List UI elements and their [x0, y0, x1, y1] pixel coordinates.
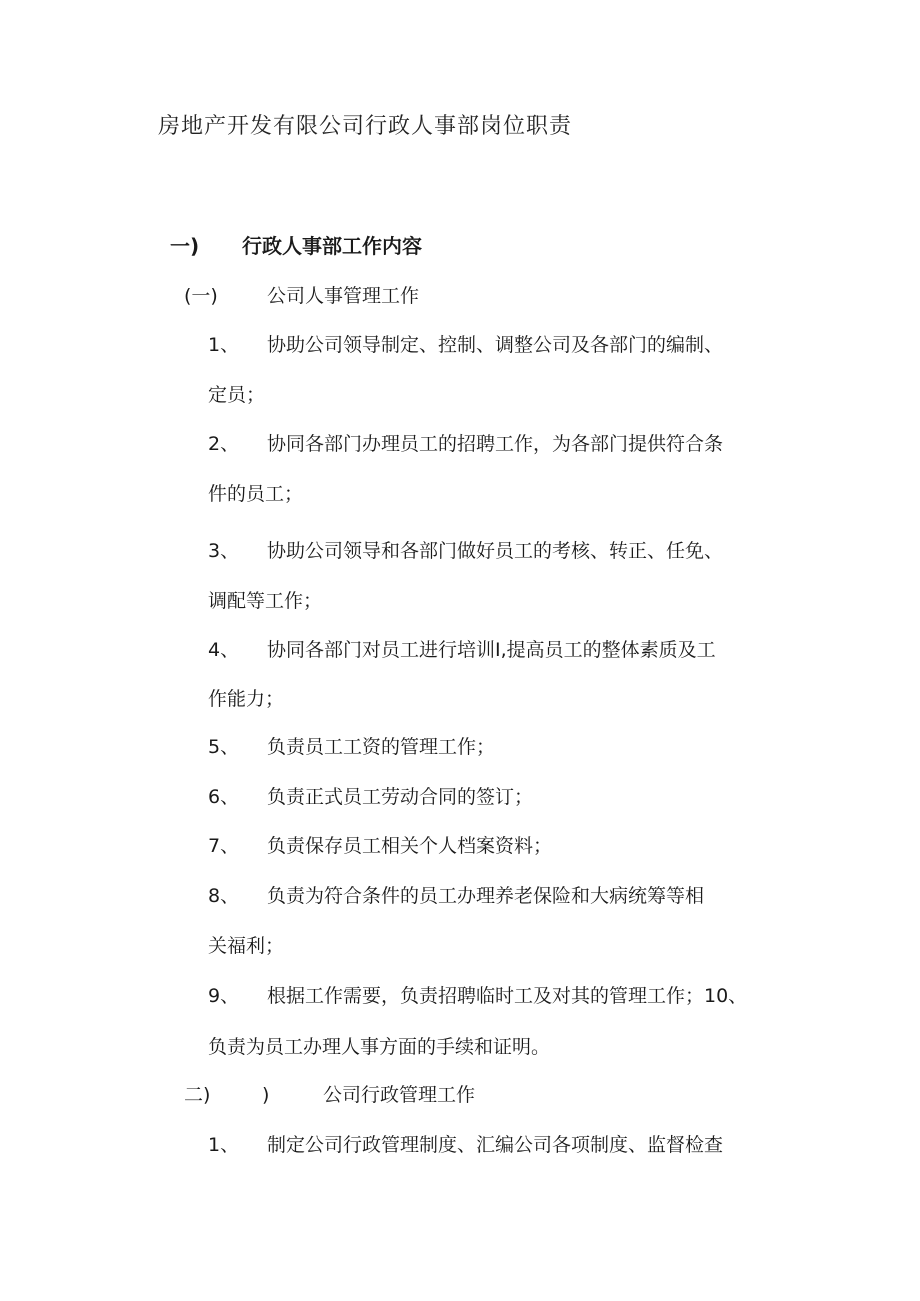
list-item-text: 负责员工工资的管理工作；	[267, 736, 496, 758]
list-item-number: 7、	[208, 835, 240, 857]
subsection-1-heading: 公司人事管理工作	[267, 285, 420, 307]
list-item-number: 1、	[208, 1134, 240, 1156]
list-item-text-continued: 负责为员工办理人事方面的手续和证明。	[208, 1036, 551, 1058]
list-item-text-continued: 作能力；	[208, 688, 285, 710]
list-item-text: 协同各部门办理员工的招聘工作，为各部门提供符合条	[267, 433, 724, 455]
list-item-number: 6、	[208, 786, 240, 808]
section-heading: 行政人事部工作内容	[242, 234, 422, 258]
subsection-1-marker: (一)	[184, 285, 218, 307]
list-item-text: 负责为符合条件的员工办理养老保险和大病统筹等相	[267, 885, 705, 907]
list-item-text: 负责保存员工相关个人档案资料；	[267, 835, 553, 857]
list-item-text-continued: 调配等工作；	[208, 590, 323, 612]
list-item-number: 4、	[208, 639, 240, 661]
subsection-2-heading: 公司行政管理工作	[323, 1084, 476, 1106]
document-title: 房地产开发有限公司行政人事部岗位职责	[158, 114, 573, 139]
list-item-number: 1、	[208, 334, 240, 356]
list-item-text: 协助公司领导制定、控制、调整公司及各部门的编制、	[267, 334, 724, 356]
subsection-2-marker: 二)	[184, 1084, 211, 1106]
list-item-text: 根据工作需要，负责招聘临时工及对其的管理工作；10、	[267, 985, 748, 1007]
list-item-number: 3、	[208, 540, 240, 562]
list-item-number: 2、	[208, 433, 240, 455]
subsection-2-marker-paren: )	[262, 1084, 270, 1106]
section-marker: 一)	[170, 234, 200, 258]
list-item-number: 5、	[208, 736, 240, 758]
list-item-text: 协助公司领导和各部门做好员工的考核、转正、任免、	[267, 540, 724, 562]
list-item-text: 协同各部门对员工进行培训I,提高员工的整体素质及工	[267, 639, 716, 661]
list-item-text-continued: 关福利；	[208, 935, 285, 957]
list-item-text-continued: 件的员工；	[208, 483, 304, 505]
list-item-text: 负责正式员工劳动合同的签订；	[267, 786, 534, 808]
list-item-text: 制定公司行政管理制度、汇编公司各项制度、监督检查	[267, 1134, 724, 1156]
list-item-text-continued: 定员；	[208, 384, 266, 406]
list-item-number: 9、	[208, 985, 240, 1007]
list-item-number: 8、	[208, 885, 240, 907]
